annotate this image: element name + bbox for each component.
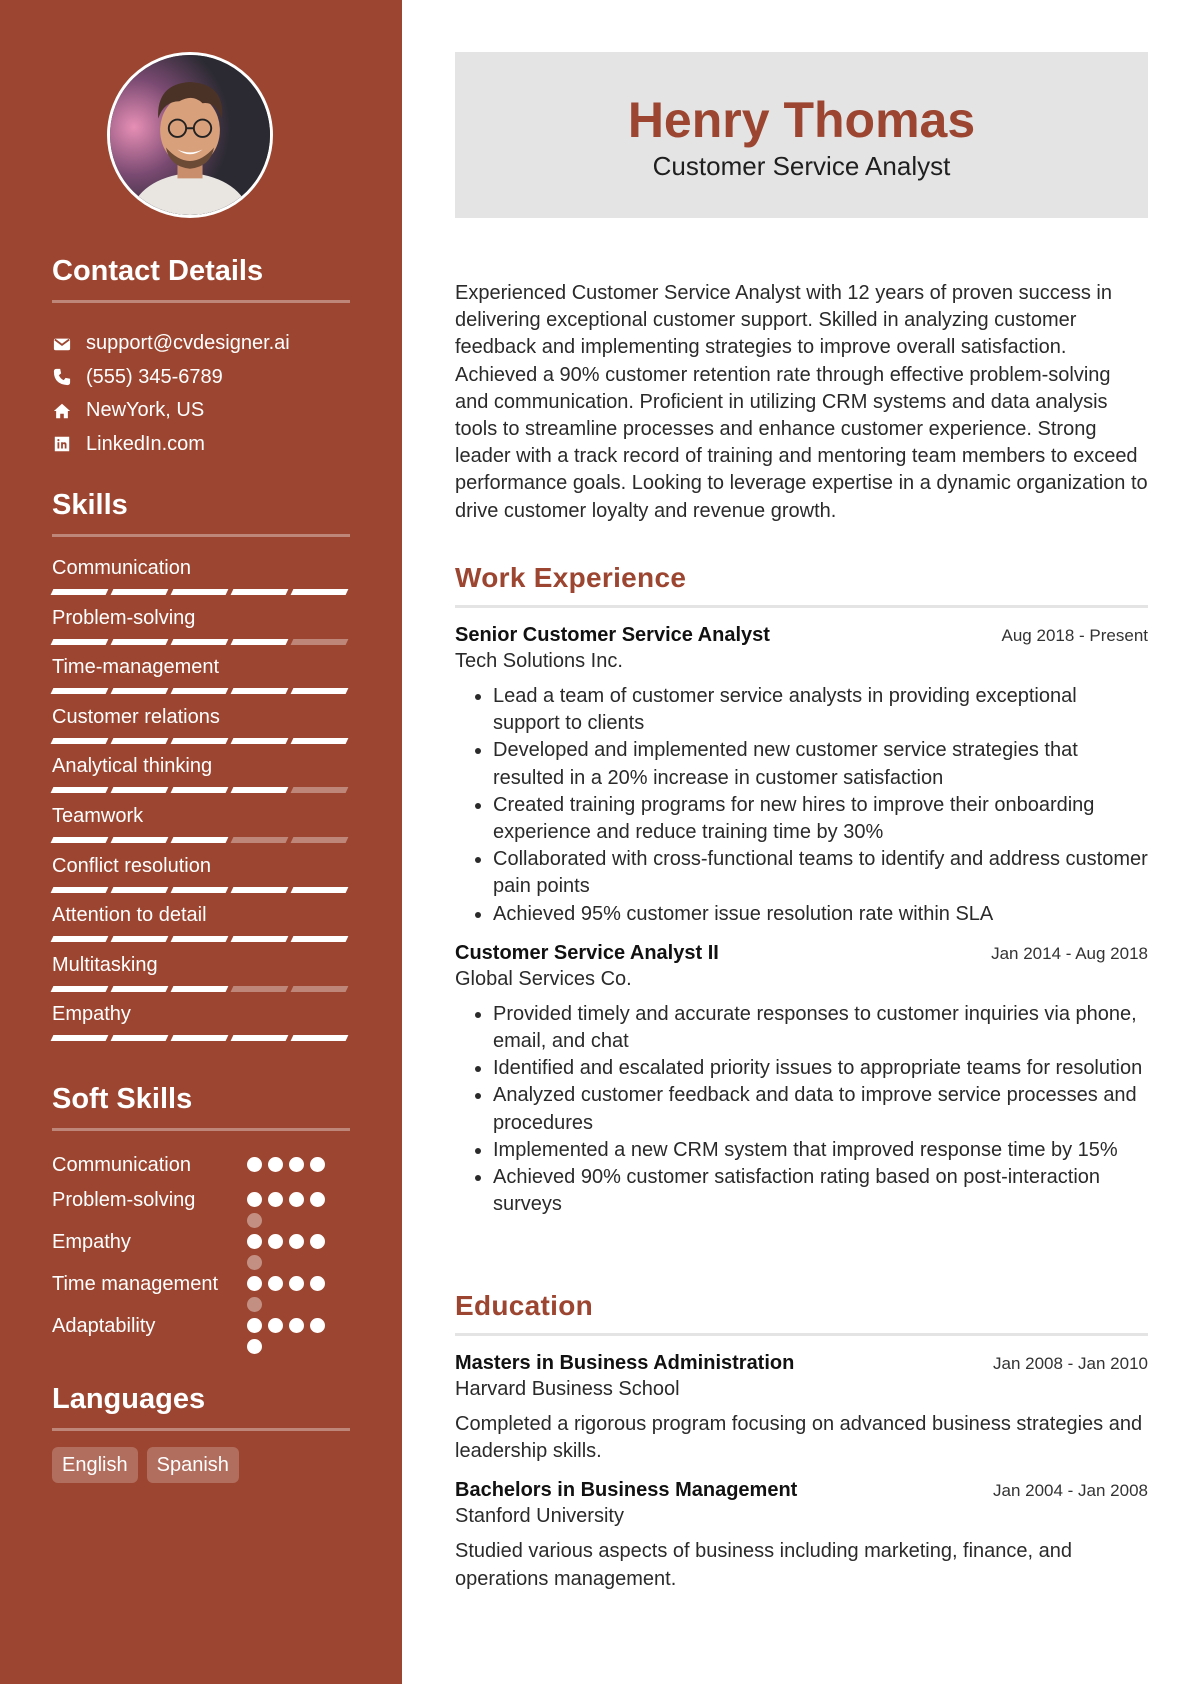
rating-dot-filled bbox=[289, 1318, 304, 1333]
soft-skill-dots bbox=[247, 1228, 337, 1270]
rating-dot-filled bbox=[310, 1276, 325, 1291]
skill-name: Problem-solving bbox=[52, 606, 196, 629]
rating-dot-filled bbox=[310, 1157, 325, 1172]
contact-section bbox=[52, 254, 350, 461]
contact-location bbox=[52, 394, 350, 428]
skill-name: Conflict resolution bbox=[52, 854, 211, 877]
skill-name: Communication bbox=[52, 557, 191, 579]
soft-skill-name: Problem-solving bbox=[52, 1188, 196, 1211]
degree-title: Bachelors in Business Management bbox=[455, 1479, 798, 1502]
skill-segment-filled bbox=[111, 787, 169, 793]
skill-segment-filled bbox=[51, 936, 109, 942]
skill-level-bar bbox=[52, 738, 350, 744]
skill-item bbox=[52, 902, 350, 952]
skill-segment-filled bbox=[291, 688, 349, 694]
skill-level-bar bbox=[52, 787, 350, 793]
job-bullet: • Achieved 90% customer satisfaction rating based on post-interaction surveys bbox=[493, 1164, 1148, 1218]
job-bullet: • Developed and implemented new customer service strategies that resulted in a 20% increase in customer satisfaction bbox=[493, 737, 1148, 791]
rating-dot-filled bbox=[310, 1234, 325, 1249]
skill-item bbox=[52, 952, 350, 1002]
skill-item bbox=[52, 555, 350, 605]
candidate-name: Henry Thomas bbox=[627, 92, 976, 148]
job-dates: Jan 2014 - Aug 2018 bbox=[991, 943, 1148, 963]
rating-dot-filled bbox=[289, 1276, 304, 1291]
skill-segment-filled bbox=[51, 639, 109, 645]
education-section bbox=[455, 1289, 1148, 1593]
skill-segment-filled bbox=[51, 688, 109, 694]
education-header bbox=[455, 1350, 1148, 1376]
job-bullet: • Achieved 95% customer issue resolution rate within SLA bbox=[493, 901, 1148, 928]
soft-skill-name: Adaptability bbox=[52, 1314, 156, 1337]
rating-dot-filled bbox=[289, 1192, 304, 1207]
candidate-role: Customer Service Analyst bbox=[652, 151, 951, 181]
skill-segment-filled bbox=[171, 639, 229, 645]
skill-level-bar bbox=[52, 986, 350, 992]
skill-segment-empty bbox=[291, 639, 349, 645]
job-bullet: • Analyzed customer feedback and data to improve service processes and procedures bbox=[493, 1082, 1148, 1136]
home-icon bbox=[52, 401, 72, 421]
rating-dot-filled bbox=[247, 1234, 262, 1249]
skills-section bbox=[52, 488, 350, 1051]
job-bullet: • Collaborated with cross-functional teams to identify and address customer pain points bbox=[493, 846, 1148, 900]
skill-segment-empty bbox=[231, 986, 289, 992]
rating-dot-filled bbox=[289, 1234, 304, 1249]
job-entry bbox=[455, 622, 1148, 928]
work-experience-section bbox=[455, 561, 1148, 1218]
soft-skill-name: Empathy bbox=[52, 1230, 131, 1253]
skill-level-bar bbox=[52, 887, 350, 893]
skill-segment-filled bbox=[111, 688, 169, 694]
languages-section bbox=[52, 1382, 350, 1483]
skill-list bbox=[52, 555, 350, 1051]
job-header bbox=[455, 622, 1148, 648]
contact-phone-text: (555) 345-6789 bbox=[86, 365, 223, 388]
soft-skill-item bbox=[52, 1270, 350, 1312]
job-title: Senior Customer Service Analyst bbox=[455, 624, 770, 646]
languages-title: Languages bbox=[52, 1383, 206, 1415]
job-header bbox=[455, 940, 1148, 966]
divider bbox=[52, 534, 350, 537]
rating-dot-filled bbox=[247, 1276, 262, 1291]
skill-level-bar bbox=[52, 589, 350, 595]
skills-title: Skills bbox=[52, 489, 128, 521]
soft-skill-list bbox=[52, 1151, 350, 1354]
rating-dot-filled bbox=[289, 1157, 304, 1172]
skill-segment-filled bbox=[171, 787, 229, 793]
job-title: Customer Service Analyst II bbox=[455, 941, 719, 964]
rating-dot-filled bbox=[268, 1234, 283, 1249]
contact-phone[interactable] bbox=[52, 361, 350, 395]
skill-level-bar bbox=[52, 639, 350, 645]
job-bullets bbox=[455, 683, 1148, 928]
skill-name: Time-management bbox=[52, 656, 220, 679]
skill-level-bar bbox=[52, 688, 350, 694]
rating-dot-filled bbox=[268, 1192, 283, 1207]
skill-segment-filled bbox=[171, 986, 229, 992]
rating-dot-filled bbox=[247, 1318, 262, 1333]
education-dates: Jan 2008 - Jan 2010 bbox=[992, 1354, 1148, 1373]
avatar-illustration bbox=[110, 55, 270, 215]
school-name: Stanford University bbox=[455, 1505, 624, 1528]
skill-segment-filled bbox=[111, 837, 169, 843]
skill-segment-filled bbox=[231, 887, 289, 893]
profile-photo bbox=[107, 52, 273, 218]
skill-segment-empty bbox=[291, 986, 349, 992]
skill-name: Customer relations bbox=[52, 705, 220, 728]
skill-segment-filled bbox=[111, 887, 169, 893]
skill-segment-filled bbox=[51, 787, 109, 793]
skill-item bbox=[52, 853, 350, 903]
skill-item bbox=[52, 803, 350, 853]
contact-linkedin-text: LinkedIn.com bbox=[86, 432, 205, 455]
skill-segment-filled bbox=[171, 936, 229, 942]
soft-skills-section bbox=[52, 1082, 350, 1354]
contact-list bbox=[52, 327, 350, 461]
skill-segment-filled bbox=[291, 589, 349, 595]
education-header bbox=[455, 1477, 1148, 1503]
divider bbox=[52, 300, 350, 303]
soft-skill-dots bbox=[247, 1151, 337, 1172]
rating-dot-filled bbox=[268, 1157, 283, 1172]
skill-segment-empty bbox=[291, 787, 349, 793]
soft-skill-dots bbox=[247, 1270, 337, 1312]
skill-item bbox=[52, 1001, 350, 1051]
language-chip: Spanish bbox=[147, 1447, 239, 1483]
contact-email[interactable] bbox=[52, 327, 350, 361]
skill-segment-filled bbox=[291, 738, 349, 744]
school-name: Harvard Business School bbox=[455, 1378, 680, 1400]
skill-segment-filled bbox=[111, 589, 169, 595]
education-entry bbox=[455, 1477, 1148, 1592]
skill-segment-filled bbox=[291, 1035, 349, 1041]
skill-segment-filled bbox=[171, 688, 229, 694]
skill-segment-filled bbox=[291, 936, 349, 942]
skill-level-bar bbox=[52, 936, 350, 942]
skill-segment-filled bbox=[171, 837, 229, 843]
rating-dot-empty bbox=[247, 1213, 262, 1228]
skill-segment-filled bbox=[231, 639, 289, 645]
education-dates: Jan 2004 - Jan 2008 bbox=[992, 1481, 1148, 1501]
job-bullet: • Lead a team of customer service analysts in providing exceptional support to clients bbox=[493, 683, 1148, 737]
soft-skill-item bbox=[52, 1151, 350, 1186]
linkedin-icon bbox=[52, 434, 72, 454]
skill-segment-filled bbox=[111, 936, 169, 942]
soft-skill-item bbox=[52, 1228, 350, 1270]
skill-segment-filled bbox=[231, 738, 289, 744]
education-description: Completed a rigorous program focusing on advanced business strategies and leadership skills. bbox=[455, 1413, 1143, 1463]
rating-dot-empty bbox=[247, 1255, 262, 1270]
skill-segment-filled bbox=[231, 936, 289, 942]
education-entry bbox=[455, 1350, 1148, 1465]
skill-segment-filled bbox=[51, 738, 109, 744]
job-company: Global Services Co. bbox=[455, 967, 632, 990]
professional-summary: Experienced Customer Service Analyst with 12 years of proven success in delivering exceptional customer support. Skilled in analyzing customer feedback and implementing strategies to improve overall satisfaction. Achieved a 90% customer retention rate through effective problem-solving and communication. Proficient in utilizing CRM systems and data analysis tools to streamline processes and enhance customer experience. Strong leader with a track record of training and mentoring team members to exceed performance goals. Looking to leverage expertise in a dynamic organization to drive customer loyalty and revenue growth. bbox=[455, 282, 1148, 522]
soft-skill-dots bbox=[247, 1312, 337, 1354]
skill-level-bar bbox=[52, 837, 350, 843]
divider bbox=[455, 1333, 1148, 1336]
skill-name: Analytical thinking bbox=[52, 755, 213, 778]
soft-skills-title: Soft Skills bbox=[52, 1083, 193, 1115]
skill-segment-filled bbox=[51, 986, 109, 992]
skill-segment-empty bbox=[231, 837, 289, 843]
divider bbox=[52, 1128, 350, 1131]
skill-segment-filled bbox=[51, 1035, 109, 1041]
language-list bbox=[52, 1447, 350, 1483]
skill-segment-filled bbox=[231, 688, 289, 694]
skill-segment-filled bbox=[171, 589, 229, 595]
job-bullet: • Created training programs for new hires to improve their onboarding experience and reduce training time by 30% bbox=[493, 792, 1148, 846]
skill-segment-filled bbox=[111, 986, 169, 992]
contact-location-text: NewYork, US bbox=[86, 399, 205, 422]
skill-segment-filled bbox=[51, 837, 109, 843]
skill-segment-filled bbox=[231, 1035, 289, 1041]
soft-skill-dots bbox=[247, 1186, 337, 1228]
skill-segment-filled bbox=[231, 787, 289, 793]
contact-email-text: support@cvdesigner.ai bbox=[86, 332, 290, 355]
skill-segment-filled bbox=[111, 639, 169, 645]
rating-dot-filled bbox=[310, 1318, 325, 1333]
skill-level-bar bbox=[52, 1035, 350, 1041]
skill-segment-filled bbox=[171, 887, 229, 893]
job-dates: Aug 2018 - Present bbox=[1001, 626, 1148, 645]
job-company: Tech Solutions Inc. bbox=[455, 650, 623, 672]
job-bullet: • Implemented a new CRM system that improved response time by 15% bbox=[493, 1137, 1148, 1164]
degree-title: Masters in Business Administration bbox=[455, 1352, 795, 1374]
soft-skill-item bbox=[52, 1312, 350, 1354]
skill-segment-filled bbox=[171, 738, 229, 744]
contact-title: Contact Details bbox=[52, 255, 264, 287]
skill-item bbox=[52, 704, 350, 754]
contact-linkedin[interactable] bbox=[52, 428, 350, 462]
skill-segment-filled bbox=[51, 887, 109, 893]
job-bullet: • Provided timely and accurate responses to customer inquiries via phone, email, and chat bbox=[493, 1001, 1148, 1055]
skill-name: Multitasking bbox=[52, 953, 158, 976]
soft-skill-name: Time management bbox=[52, 1272, 218, 1295]
skill-item bbox=[52, 753, 350, 803]
education-description: Studied various aspects of business including marketing, finance, and operations management. bbox=[455, 1540, 1073, 1590]
skill-name: Empathy bbox=[52, 1003, 131, 1026]
rating-dot-filled bbox=[247, 1339, 262, 1354]
skill-segment-filled bbox=[171, 1035, 229, 1041]
skill-segment-filled bbox=[231, 589, 289, 595]
education-title: Education bbox=[455, 1290, 594, 1321]
job-bullets bbox=[455, 1001, 1148, 1219]
skill-item bbox=[52, 654, 350, 704]
skill-segment-filled bbox=[111, 738, 169, 744]
skill-segment-filled bbox=[291, 887, 349, 893]
skill-name: Teamwork bbox=[52, 804, 144, 827]
job-bullet: • Identified and escalated priority issues to appropriate teams for resolution bbox=[493, 1055, 1148, 1082]
rating-dot-filled bbox=[268, 1318, 283, 1333]
soft-skill-name: Communication bbox=[52, 1154, 191, 1176]
phone-icon bbox=[52, 367, 72, 387]
soft-skill-item bbox=[52, 1186, 350, 1228]
skill-item bbox=[52, 605, 350, 655]
skill-segment-empty bbox=[291, 837, 349, 843]
rating-dot-filled bbox=[268, 1276, 283, 1291]
rating-dot-filled bbox=[247, 1157, 262, 1172]
rating-dot-empty bbox=[247, 1297, 262, 1312]
envelope-icon bbox=[52, 334, 72, 354]
skill-segment-filled bbox=[111, 1035, 169, 1041]
sidebar bbox=[0, 0, 402, 1684]
work-experience-title: Work Experience bbox=[455, 562, 687, 593]
divider bbox=[455, 605, 1148, 608]
skill-name: Attention to detail bbox=[52, 904, 207, 927]
rating-dot-filled bbox=[310, 1192, 325, 1207]
name-header bbox=[455, 52, 1148, 218]
rating-dot-filled bbox=[247, 1192, 262, 1207]
job-entry bbox=[455, 940, 1148, 1219]
skill-segment-filled bbox=[51, 589, 109, 595]
language-chip: English bbox=[52, 1447, 138, 1483]
divider bbox=[52, 1428, 350, 1431]
